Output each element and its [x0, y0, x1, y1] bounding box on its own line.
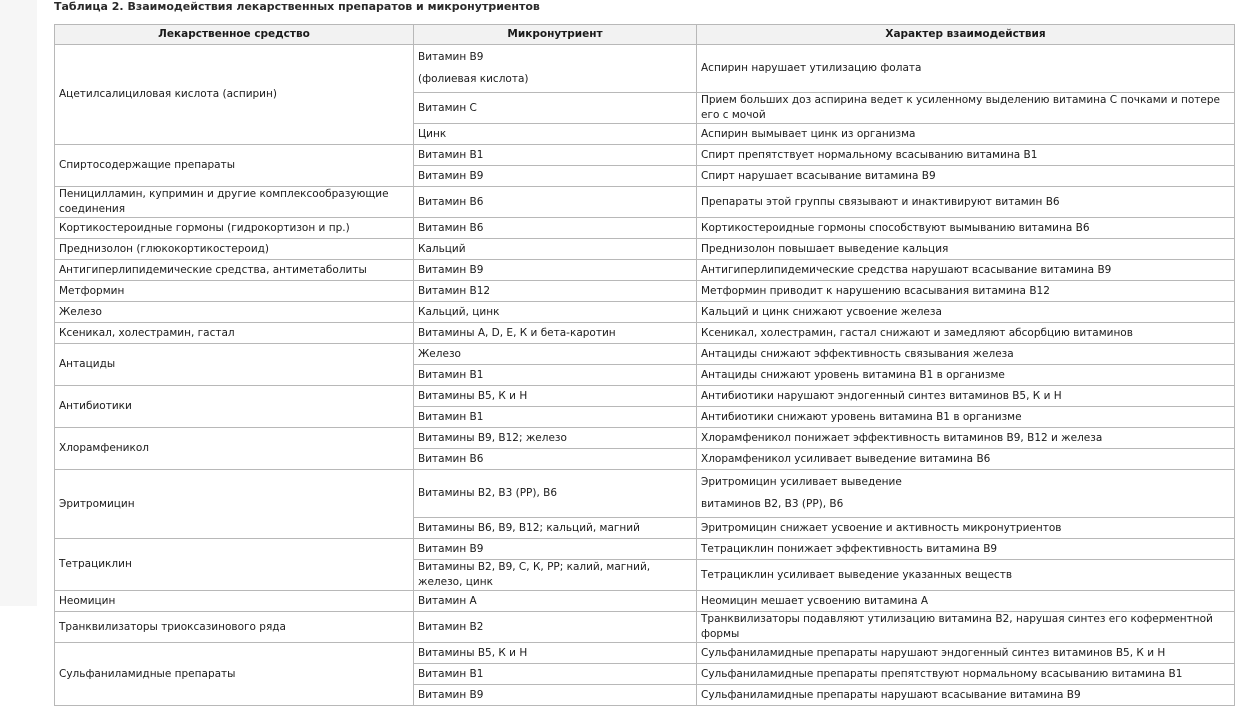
micronutrient-cell: Витамин В6: [414, 187, 697, 218]
micronutrient-cell: Витамин В9: [414, 166, 697, 187]
drug-cell: Кортикостероидные гормоны (гидрокортизон и пр.): [55, 218, 414, 239]
micronutrient-line: (фолиевая кислота): [418, 73, 529, 85]
drug-cell: Метформин: [55, 281, 414, 302]
header-interaction: Характер взаимодействия: [697, 25, 1235, 45]
effect-cell: Метформин приводит к нарушению всасывания витамина В12: [697, 281, 1235, 302]
effect-cell: Прием больших доз аспирина ведет к усиленному выделению витамина С почками и потере его с мочой: [697, 93, 1235, 124]
effect-cell: Антибиотики снижают уровень витамина В1 в организме: [697, 407, 1235, 428]
drug-cell: Неомицин: [55, 591, 414, 612]
drug-cell: Тетрациклин: [55, 539, 414, 591]
micronutrient-cell: Витамин В1: [414, 407, 697, 428]
table-row: [55, 239, 1235, 260]
effect-cell: Спирт препятствует нормальному всасыванию витамина В1: [697, 145, 1235, 166]
micronutrient-line: Витамин В9: [418, 51, 484, 63]
table-row: [55, 386, 1235, 407]
drug-cell: Антигиперлипидемические средства, антиметаболиты: [55, 260, 414, 281]
micronutrient-cell: Витамин В12: [414, 281, 697, 302]
effect-cell: Тетрациклин понижает эффективность витамина В9: [697, 539, 1235, 560]
micronutrient-cell: Витамины В6, В9, В12; кальций, магний: [414, 518, 697, 539]
table-row: [55, 145, 1235, 166]
drug-cell: Эритромицин: [55, 470, 414, 539]
micronutrient-cell: Витамин В6: [414, 449, 697, 470]
effect-cell: Хлорамфеникол усиливает выведение витамина В6: [697, 449, 1235, 470]
micronutrient-cell: Витамины В2, В3 (РР), В6: [414, 470, 697, 518]
drug-cell: Преднизолон (глюкокортикостероид): [55, 239, 414, 260]
effect-cell: Сульфаниламидные препараты нарушают эндогенный синтез витаминов В5, К и Н: [697, 643, 1235, 664]
effect-cell: Хлорамфеникол понижает эффективность витаминов В9, В12 и железа: [697, 428, 1235, 449]
effect-cell: Аспирин вымывает цинк из организма: [697, 124, 1235, 145]
table-row: [55, 281, 1235, 302]
table-row: [55, 302, 1235, 323]
effect-cell: Антациды снижают эффективность связывания железа: [697, 344, 1235, 365]
micronutrient-cell: Витамин В1: [414, 365, 697, 386]
table-row: [55, 323, 1235, 344]
effect-cell: Эритромицин снижает усвоение и активность микронутриентов: [697, 518, 1235, 539]
micronutrient-cell: Цинк: [414, 124, 697, 145]
effect-line: Эритромицин усиливает выведение: [701, 476, 902, 488]
effect-cell: [697, 470, 1235, 518]
table-row: [55, 45, 1235, 93]
left-margin-strip: [0, 0, 37, 606]
drug-cell: Антациды: [55, 344, 414, 386]
micronutrient-cell: Витамины А, D, Е, К и бета-каротин: [414, 323, 697, 344]
table-row: [55, 260, 1235, 281]
micronutrient-cell: Витамин В9: [414, 539, 697, 560]
micronutrient-cell: Витамин С: [414, 93, 697, 124]
effect-cell: Аспирин нарушает утилизацию фолата: [697, 45, 1235, 93]
table-row: [55, 218, 1235, 239]
micronutrient-cell: Витамины В5, К и Н: [414, 643, 697, 664]
header-micronutrient: Микронутриент: [414, 25, 697, 45]
micronutrient-cell: Витамин В1: [414, 145, 697, 166]
drug-cell: Антибиотики: [55, 386, 414, 428]
micronutrient-cell: Витамин А: [414, 591, 697, 612]
effect-cell: Преднизолон повышает выведение кальция: [697, 239, 1235, 260]
table-row: [55, 643, 1235, 664]
effect-cell: Сульфаниламидные препараты препятствуют нормальному всасыванию витамина В1: [697, 664, 1235, 685]
table-row: [55, 539, 1235, 560]
micronutrient-cell: Витамины В9, В12; железо: [414, 428, 697, 449]
micronutrient-cell: Витамины В5, К и Н: [414, 386, 697, 407]
effect-cell: Тетрациклин усиливает выведение указанных веществ: [697, 560, 1235, 591]
drug-cell: Транквилизаторы триоксазинового ряда: [55, 612, 414, 643]
table-row: [55, 428, 1235, 449]
drug-cell: Пеницилламин, купримин и другие комплексообразующие соединения: [55, 187, 414, 218]
effect-cell: Антибиотики нарушают эндогенный синтез витаминов В5, К и Н: [697, 386, 1235, 407]
effect-cell: Кортикостероидные гормоны способствуют вымыванию витамина В6: [697, 218, 1235, 239]
micronutrient-cell: Витамин В1: [414, 664, 697, 685]
micronutrient-cell: Витамин В6: [414, 218, 697, 239]
effect-cell: Спирт нарушает всасывание витамина В9: [697, 166, 1235, 187]
table-row: [55, 344, 1235, 365]
table-row: [55, 470, 1235, 518]
drug-interaction-table: [54, 24, 1235, 706]
drug-cell: Железо: [55, 302, 414, 323]
drug-cell: Ацетилсалициловая кислота (аспирин): [55, 45, 414, 145]
micronutrient-cell: Железо: [414, 344, 697, 365]
micronutrient-cell: Витамин В9: [414, 685, 697, 706]
effect-cell: Ксеникал, холестрамин, гастал снижают и замедляют абсорбцию витаминов: [697, 323, 1235, 344]
table-caption: Таблица 2. Взаимодействия лекарственных препаратов и микронутриентов: [54, 0, 540, 13]
table-row: [55, 591, 1235, 612]
header-drug: Лекарственное средство: [55, 25, 414, 45]
table-row: [55, 612, 1235, 643]
effect-cell: Антациды снижают уровень витамина В1 в организме: [697, 365, 1235, 386]
effect-line: витаминов В2, В3 (РР), В6: [701, 498, 844, 510]
drug-cell: Ксеникал, холестрамин, гастал: [55, 323, 414, 344]
effect-cell: Препараты этой группы связывают и инактивируют витамин В6: [697, 187, 1235, 218]
effect-cell: Антигиперлипидемические средства нарушают всасывание витамина В9: [697, 260, 1235, 281]
micronutrient-cell: Витамин В9: [414, 260, 697, 281]
drug-cell: Спиртосодержащие препараты: [55, 145, 414, 187]
micronutrient-cell: Кальций: [414, 239, 697, 260]
drug-cell: Хлорамфеникол: [55, 428, 414, 470]
micronutrient-cell: [414, 45, 697, 93]
micronutrient-cell: Кальций, цинк: [414, 302, 697, 323]
effect-cell: Сульфаниламидные препараты нарушают всасывание витамина В9: [697, 685, 1235, 706]
micronutrient-cell: Витамин В2: [414, 612, 697, 643]
drug-cell: Сульфаниламидные препараты: [55, 643, 414, 706]
effect-cell: Неомицин мешает усвоению витамина А: [697, 591, 1235, 612]
effect-cell: Кальций и цинк снижают усвоение железа: [697, 302, 1235, 323]
effect-cell: Транквилизаторы подавляют утилизацию витамина В2, нарушая синтез его коферментной формы: [697, 612, 1235, 643]
micronutrient-cell: Витамины В2, В9, С, К, РР; калий, магний, железо, цинк: [414, 560, 697, 591]
table-row: [55, 187, 1235, 218]
header-row: [55, 25, 1235, 45]
